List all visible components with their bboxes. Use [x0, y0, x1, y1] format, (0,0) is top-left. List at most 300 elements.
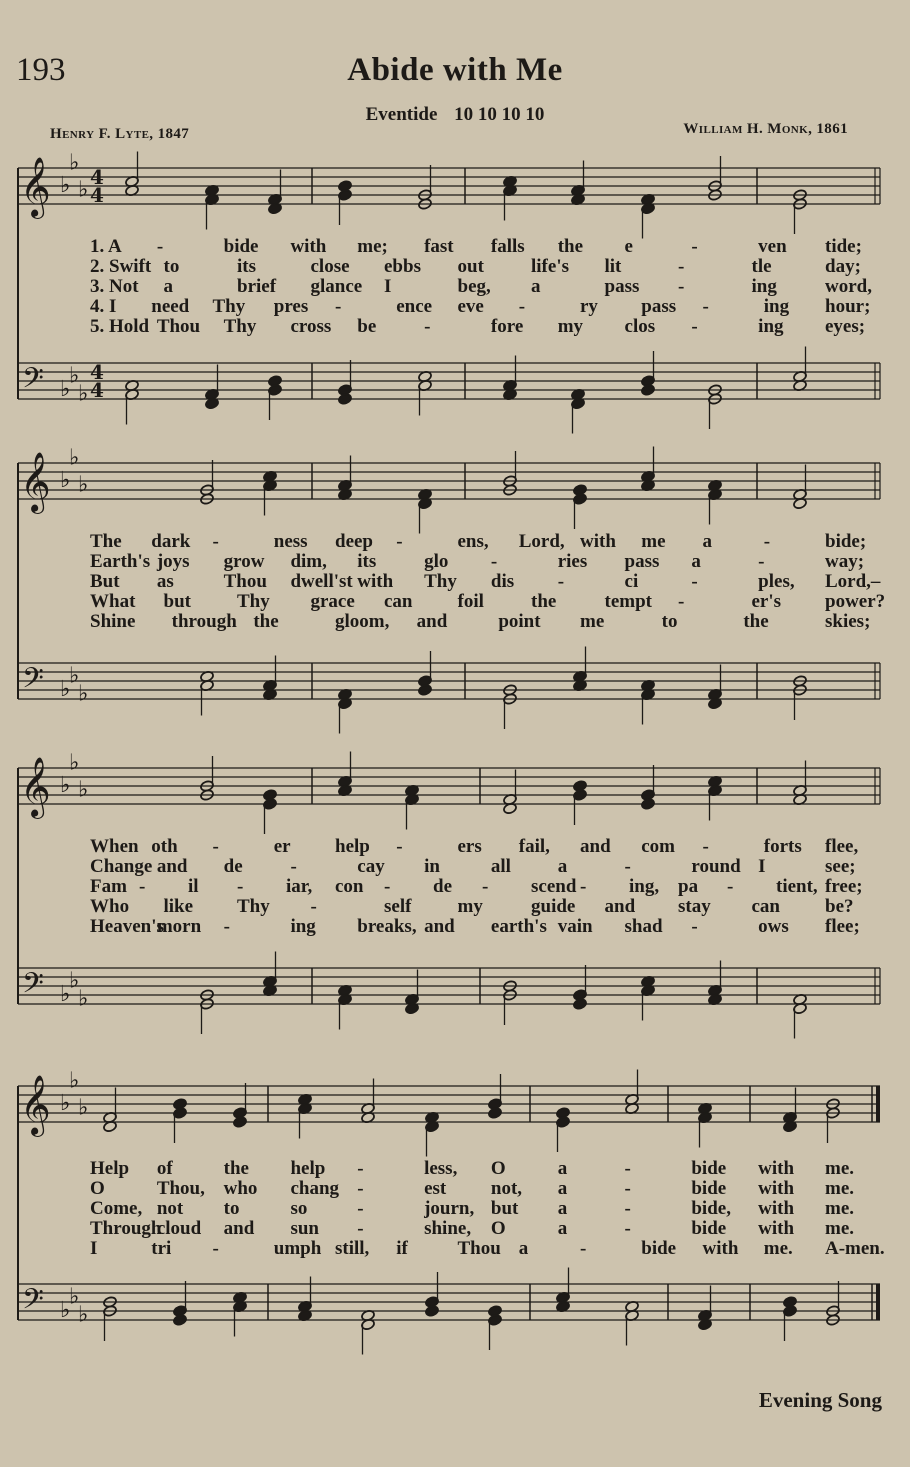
lyric-syllable: Change — [90, 856, 153, 877]
lyric-syllable: - — [624, 1218, 631, 1239]
treble-staff — [18, 751, 880, 835]
lyric-syllable: Thou — [223, 571, 267, 592]
lyric-syllable: - — [482, 876, 489, 897]
lyric-line — [0, 896, 910, 916]
lyric-syllable: What — [90, 591, 136, 612]
lyric-syllable: to — [223, 1198, 240, 1219]
lyric-syllable: cloud — [156, 1218, 202, 1239]
lyric-syllable: ows — [758, 916, 789, 937]
lyric-syllable: me. — [825, 1218, 855, 1239]
lyric-syllable: com — [641, 836, 676, 857]
lyric-line — [0, 1218, 910, 1238]
lyric-syllable: O — [490, 1158, 506, 1179]
lyric-syllable: so — [290, 1198, 308, 1219]
lyric-syllable: cross — [290, 316, 332, 337]
lyric-syllable: breaks, — [357, 916, 417, 937]
flat-icon: ♭ — [60, 377, 71, 402]
lyric-syllable: if — [396, 1238, 408, 1259]
lyric-syllable: with — [758, 1218, 795, 1239]
lyric-syllable: - — [357, 1218, 364, 1239]
lyric-line — [0, 1158, 910, 1178]
lyric-syllable: with — [758, 1198, 795, 1219]
lyric-syllable: - — [691, 236, 698, 257]
lyric-syllable: with — [702, 1238, 739, 1259]
lyric-syllable: Come, — [90, 1198, 143, 1219]
note-head — [573, 998, 588, 1010]
lyric-syllable: skies; — [825, 611, 871, 632]
lyric-syllable: me. — [825, 1198, 855, 1219]
lyric-syllable: ven — [758, 236, 787, 257]
meter: 10 10 10 10 — [454, 104, 545, 125]
lyric-line — [0, 1178, 910, 1198]
lyric-syllable: ebbs — [384, 256, 421, 277]
lyric-syllable: Who — [90, 896, 130, 917]
lyric-syllable: help — [290, 1158, 326, 1179]
time-signature-digit: 4 — [90, 360, 104, 384]
lyric-line — [0, 836, 910, 856]
lyric-syllable: tle — [751, 256, 772, 277]
bass-clef-icon: 𝄢 — [22, 362, 44, 402]
lyric-line — [0, 591, 910, 611]
lyric-line — [0, 856, 910, 876]
lyric-syllable: with — [580, 531, 616, 552]
lyric-syllable: Thy — [212, 296, 246, 317]
lyric-line — [0, 296, 910, 316]
flat-icon: ♭ — [60, 773, 71, 798]
lyric-syllable: Earth's — [90, 551, 151, 572]
lyric-syllable: Heaven's — [90, 916, 164, 937]
lyric-syllable: self — [384, 896, 412, 917]
lyric-syllable: - — [580, 1238, 587, 1259]
lyric-syllable: see; — [825, 856, 856, 877]
lyric-syllable: Shine — [90, 611, 136, 632]
lyric-syllable: a — [702, 531, 712, 552]
flat-icon: ♭ — [60, 677, 71, 702]
lyric-syllable: - — [237, 876, 244, 897]
lyric-syllable: me. — [825, 1158, 855, 1179]
lyric-syllable: - — [763, 531, 771, 552]
lyric-syllable: Help — [90, 1158, 130, 1179]
lyric-syllable: The — [90, 531, 122, 552]
lyric-syllable: with — [357, 571, 394, 592]
lyric-syllable: can — [384, 591, 413, 612]
lyric-syllable: cay — [357, 856, 385, 877]
lyric-syllable: dim, — [290, 551, 327, 572]
lyric-syllable: be — [357, 316, 377, 337]
bass-staff — [18, 647, 880, 734]
lyric-syllable: Thou — [457, 1238, 501, 1259]
lyric-syllable: guide — [531, 896, 576, 917]
lyric-syllable: 4. I — [90, 296, 117, 317]
lyric-syllable: - — [691, 916, 698, 937]
lyric-syllable: way; — [825, 551, 865, 572]
lyric-syllable: life's — [531, 256, 569, 277]
lyric-syllable: forts — [763, 836, 802, 857]
lyric-syllable: est — [424, 1178, 447, 1199]
lyric-syllable: a — [557, 1178, 568, 1199]
lyric-syllable: to — [661, 611, 678, 632]
lyric-syllable: glo — [424, 551, 449, 572]
lyric-syllable: I — [758, 856, 766, 877]
lyric-syllable: - — [156, 236, 164, 257]
lyric-syllable: ries — [557, 551, 588, 572]
lyric-syllable: foil — [457, 591, 484, 612]
lyric-syllable: ing — [290, 916, 316, 937]
lyric-syllable: - — [624, 856, 631, 877]
lyric-syllable: through — [171, 611, 237, 632]
note-head — [338, 393, 353, 405]
lyric-line — [0, 571, 910, 591]
lyric-syllable: Lord, — [518, 531, 565, 552]
lyric-syllable: umph — [273, 1238, 322, 1259]
treble-staff — [18, 1069, 880, 1157]
lyric-syllable: of — [156, 1158, 173, 1179]
lyric-syllable: tide; — [825, 236, 862, 257]
lyric-syllable: all — [490, 856, 511, 877]
lyric-syllable: flee, — [825, 836, 859, 857]
lyric-syllable: - — [223, 916, 230, 937]
lyric-syllable: tient, — [776, 876, 818, 897]
lyric-syllable: fast — [424, 236, 454, 257]
lyric-syllable: - — [212, 1238, 219, 1259]
flat-icon: ♭ — [60, 173, 71, 198]
lyric-syllable: less, — [424, 1158, 458, 1179]
footer-caption: Evening Song — [758, 1388, 882, 1412]
lyric-syllable: point — [498, 611, 541, 632]
lyric-syllable: its — [357, 551, 377, 572]
lyric-syllable: - — [702, 296, 709, 317]
flat-icon: ♭ — [78, 381, 89, 407]
lyric-syllable: the — [531, 591, 557, 612]
lyric-syllable: Fam — [90, 876, 127, 897]
lyric-syllable: bide; — [825, 531, 867, 552]
lyric-syllable: stay — [678, 896, 711, 917]
lyric-syllable: bide — [691, 1218, 727, 1239]
lyric-syllable: my — [457, 896, 483, 917]
lyric-syllable: Through — [90, 1218, 162, 1239]
time-signature-digit: 4 — [90, 183, 104, 207]
lyric-syllable: ing — [763, 296, 790, 317]
lyric-syllable: tempt — [604, 591, 652, 612]
lyric-line — [0, 316, 910, 336]
lyric-syllable: glance — [310, 276, 363, 297]
lyric-syllable: need — [151, 296, 190, 317]
tune-name: Eventide — [365, 104, 438, 125]
lyric-syllable: dwell'st — [290, 571, 353, 592]
lyric-syllable: flee; — [825, 916, 860, 937]
lyric-syllable: - — [310, 896, 317, 917]
lyric-syllable: Thy — [424, 571, 457, 592]
lyric-syllable: a — [557, 1198, 568, 1219]
lyric-syllable: 2. Swift — [90, 256, 152, 277]
lyric-syllable: can — [751, 896, 780, 917]
lyric-syllable: - — [357, 1198, 364, 1219]
note-head — [233, 1116, 248, 1128]
lyric-syllable: and — [604, 896, 636, 917]
flat-icon: ♭ — [60, 1298, 71, 1323]
lyric-syllable: and — [424, 916, 455, 937]
lyric-syllable: e — [624, 236, 633, 257]
lyric-syllable: sun — [290, 1218, 319, 1239]
lyric-syllable: not, — [490, 1178, 523, 1199]
lyric-syllable: il — [188, 876, 199, 897]
lyric-syllable: I — [90, 1238, 98, 1259]
lyric-syllable: dark — [151, 531, 191, 552]
lyric-syllable: But — [90, 571, 120, 592]
lyric-syllable: con — [335, 876, 364, 897]
lyric-syllable: morn — [156, 916, 202, 937]
lyric-syllable: dis — [490, 571, 515, 592]
lyric-syllable: - — [384, 876, 391, 897]
bass-staff — [18, 347, 880, 434]
lyric-syllable: but — [163, 591, 191, 612]
flat-icon: ♭ — [78, 177, 89, 203]
lyric-syllable: word, — [825, 276, 872, 297]
lyric-syllable: pass — [641, 296, 677, 317]
lyric-syllable: pass — [604, 276, 640, 297]
lyric-syllable: like — [163, 896, 194, 917]
lyric-syllable: Thy — [237, 591, 270, 612]
note-head — [425, 1305, 440, 1317]
lyric-syllable: Lord,– — [825, 571, 881, 592]
flat-icon: ♭ — [78, 1302, 89, 1328]
lyric-syllable: de — [433, 876, 452, 897]
bass-clef-icon: 𝄢 — [22, 1283, 44, 1323]
lyric-syllable: a — [518, 1238, 529, 1259]
lyric-syllable: When — [90, 836, 139, 857]
lyric-syllable: - — [624, 1158, 631, 1179]
note-head — [173, 1314, 188, 1326]
lyric-syllable: shad — [624, 916, 663, 937]
lyric-syllable: the — [743, 611, 769, 632]
lyric-syllable: be? — [825, 896, 854, 917]
lyric-syllable: ence — [396, 296, 433, 317]
lyric-syllable: my — [557, 316, 584, 337]
lyric-syllable: ry — [580, 296, 598, 317]
lyric-syllable: falls — [490, 236, 525, 257]
lyric-syllable: - — [212, 836, 219, 857]
time-signature-digit: 4 — [90, 378, 104, 402]
lyric-syllable: fail, — [518, 836, 550, 857]
lyric-syllable: Thou, — [156, 1178, 205, 1199]
lyric-syllable: its — [237, 256, 256, 277]
lyric-syllable: power? — [825, 591, 886, 612]
lyric-syllable: - — [624, 1198, 631, 1219]
lyric-syllable: ci — [624, 571, 639, 592]
flat-icon: ♭ — [69, 445, 80, 471]
lyric-syllable: bide — [691, 1178, 727, 1199]
note-head — [418, 684, 433, 696]
flat-icon: ♭ — [69, 1284, 80, 1310]
lyric-syllable: - — [691, 571, 698, 592]
lyric-syllable: - — [396, 836, 403, 857]
lyric-syllable: fore — [490, 316, 524, 337]
note-head — [641, 798, 656, 810]
flat-icon: ♭ — [69, 150, 80, 176]
lyric-syllable: joys — [156, 551, 190, 572]
flat-icon: ♭ — [60, 982, 71, 1007]
lyric-syllable: me — [641, 531, 666, 552]
lyric-syllable: - — [518, 296, 526, 317]
lyric-syllable: a — [531, 276, 541, 297]
lyric-syllable: still, — [335, 1238, 370, 1259]
note-head — [488, 1107, 503, 1119]
lyric-syllable: ens, — [457, 531, 489, 552]
treble-clef-icon: 𝄞 — [20, 452, 51, 512]
lyric-syllable: - — [758, 551, 765, 572]
lyric-line — [0, 611, 910, 631]
lyric-syllable: eyes; — [825, 316, 866, 337]
lyric-syllable: a — [557, 856, 568, 877]
hymn-number: 193 — [16, 52, 66, 88]
flat-icon: ♭ — [69, 1068, 80, 1094]
lyric-syllable: 1. A — [90, 236, 122, 257]
lyric-syllable: ness — [273, 531, 308, 552]
author-credit: Henry F. Lyte, 1847 — [50, 126, 190, 142]
lyric-syllable: - — [212, 531, 219, 552]
lyric-syllable: me — [580, 611, 605, 632]
lyric-line — [0, 1198, 910, 1218]
lyric-syllable: - — [580, 876, 587, 897]
lyric-syllable: - — [557, 571, 565, 592]
flat-icon: ♭ — [78, 1095, 89, 1121]
lyric-line — [0, 256, 910, 276]
lyric-syllable: to — [163, 256, 180, 277]
lyric-syllable: me. — [825, 1178, 855, 1199]
lyric-syllable: clos — [624, 316, 656, 337]
lyric-syllable: A-men. — [825, 1238, 885, 1259]
lyric-syllable: pa — [678, 876, 699, 897]
treble-staff — [18, 446, 880, 534]
lyric-syllable: with — [758, 1158, 795, 1179]
lyric-syllable: earth's — [490, 916, 547, 937]
lyric-syllable: with — [290, 236, 327, 257]
lyric-syllable: - — [290, 856, 297, 877]
lyric-line — [0, 916, 910, 936]
lyric-syllable: - — [396, 531, 403, 552]
lyric-syllable: - — [424, 316, 431, 337]
lyric-syllable: Thou — [156, 316, 201, 337]
flat-icon: ♭ — [69, 663, 80, 689]
lyric-syllable: oth — [151, 836, 178, 857]
lyric-syllable: O — [490, 1218, 506, 1239]
lyric-syllable: vain — [557, 916, 593, 937]
lyric-syllable: chang — [290, 1178, 340, 1199]
lyric-syllable: - — [139, 876, 146, 897]
note-head — [641, 384, 656, 396]
lyric-syllable: deep — [335, 531, 373, 552]
treble-clef-icon: 𝄞 — [20, 1075, 51, 1135]
lyric-syllable: but — [490, 1198, 519, 1219]
lyric-syllable: ing — [751, 276, 777, 297]
lyric-syllable: the — [223, 1158, 249, 1179]
lyric-syllable: - — [678, 591, 685, 612]
lyric-syllable: shine, — [424, 1218, 472, 1239]
lyric-syllable: journ, — [424, 1198, 475, 1219]
lyric-syllable: round — [691, 856, 741, 877]
lyric-syllable: grace — [310, 591, 355, 612]
lyric-line — [0, 236, 910, 256]
flat-icon: ♭ — [60, 1091, 71, 1116]
lyric-syllable: - — [624, 1178, 631, 1199]
lyric-syllable: not — [156, 1198, 184, 1219]
lyric-syllable: the — [557, 236, 584, 257]
lyric-syllable: - — [678, 256, 685, 277]
lyric-syllable: help — [335, 836, 370, 857]
lyric-line — [0, 531, 910, 551]
lyric-syllable: me; — [357, 236, 388, 257]
lyric-syllable: and — [580, 836, 611, 857]
flat-icon: ♭ — [60, 468, 71, 493]
flat-icon: ♭ — [69, 750, 80, 776]
bass-staff — [18, 952, 880, 1039]
lyric-syllable: 3. Not — [90, 276, 139, 297]
lyric-syllable: bide, — [691, 1198, 731, 1219]
flat-icon: ♭ — [78, 986, 89, 1012]
lyric-syllable: a — [163, 276, 173, 297]
lyric-syllable: - — [335, 296, 342, 317]
bass-staff — [18, 1268, 880, 1355]
lyric-syllable: pass — [624, 551, 660, 572]
lyric-syllable: gloom, — [335, 611, 390, 632]
lyric-line — [0, 876, 910, 896]
lyric-syllable: who — [223, 1178, 258, 1199]
hymn-title: Abide with Me — [347, 52, 563, 88]
lyric-syllable: beg, — [457, 276, 491, 297]
lyric-syllable: tri — [151, 1238, 172, 1259]
lyric-syllable: ing, — [629, 876, 660, 897]
lyric-syllable: close — [310, 256, 350, 277]
flat-icon: ♭ — [78, 777, 89, 803]
lyric-syllable: day; — [825, 256, 861, 277]
time-signature-digit: 4 — [90, 165, 104, 189]
lyric-syllable: de — [223, 856, 243, 877]
lyric-syllable: - — [702, 836, 709, 857]
lyric-syllable: - — [490, 551, 498, 572]
flat-icon: ♭ — [69, 363, 80, 389]
flat-icon: ♭ — [78, 472, 89, 498]
lyric-syllable: er's — [751, 591, 782, 612]
lyric-syllable: I — [384, 276, 392, 297]
lyric-syllable: and — [223, 1218, 255, 1239]
treble-staff — [18, 151, 880, 239]
flat-icon: ♭ — [69, 968, 80, 994]
lyric-syllable: - — [357, 1178, 364, 1199]
bass-clef-icon: 𝄢 — [22, 662, 44, 702]
lyric-line — [0, 1238, 910, 1258]
treble-clef-icon: 𝄞 — [20, 757, 51, 817]
lyric-syllable: Thy — [223, 316, 257, 337]
lyric-syllable: the — [253, 611, 279, 632]
lyric-syllable: as — [156, 571, 174, 592]
lyric-syllable: and — [416, 611, 448, 632]
lyric-syllable: bide — [691, 1158, 727, 1179]
lyric-syllable: lit — [604, 256, 622, 277]
lyric-syllable: bide — [641, 1238, 677, 1259]
lyric-syllable: and — [156, 856, 188, 877]
lyric-syllable: out — [457, 256, 484, 277]
lyric-syllable: with — [758, 1178, 795, 1199]
lyric-syllable: - — [678, 276, 685, 297]
lyric-syllable: eve — [457, 296, 484, 317]
lyric-syllable: free; — [825, 876, 863, 897]
lyric-syllable: - — [691, 316, 698, 337]
lyric-syllable: pres — [273, 296, 309, 317]
lyric-syllable: grow — [223, 551, 265, 572]
lyric-syllable: brief — [237, 276, 277, 297]
lyric-syllable: ples, — [758, 571, 795, 592]
lyric-syllable: me. — [763, 1238, 793, 1259]
